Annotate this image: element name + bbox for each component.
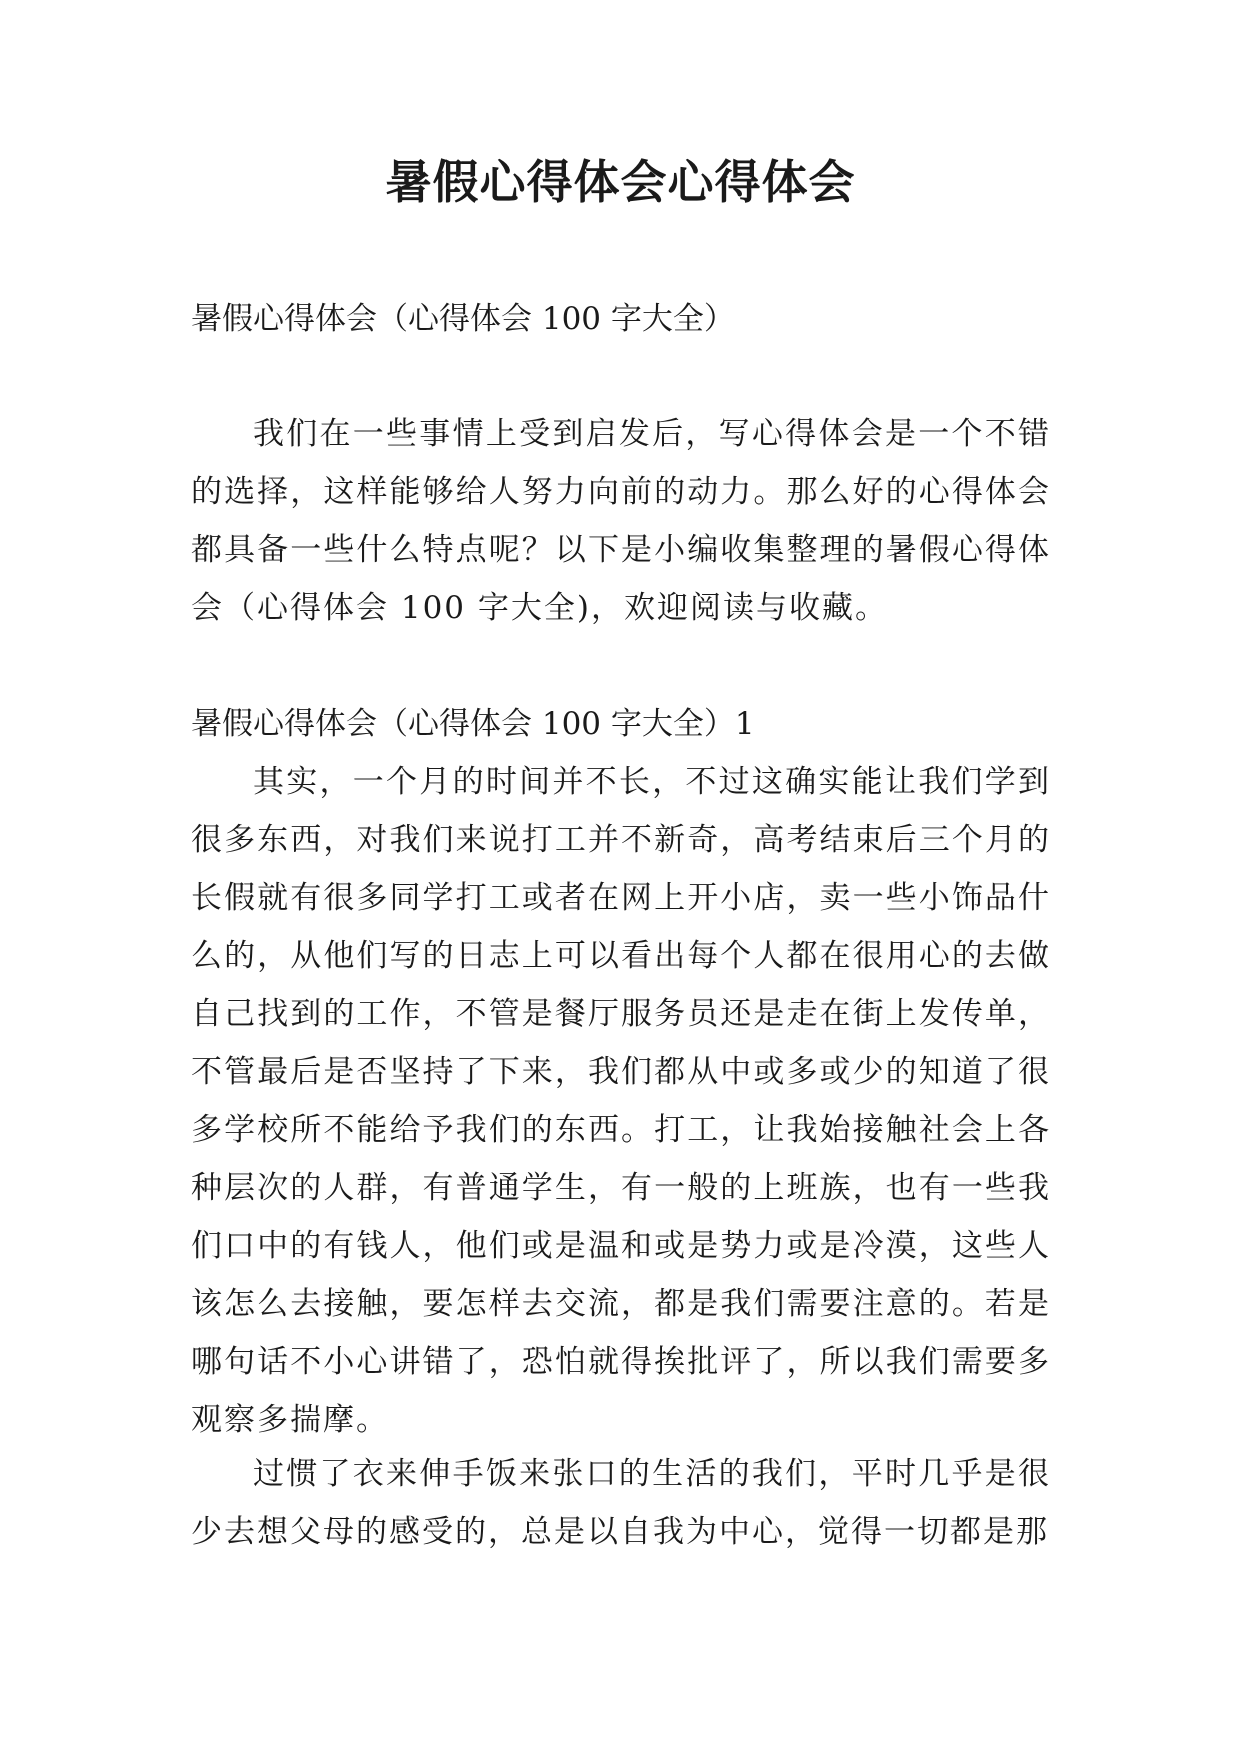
intro-paragraph: 我们在一些事情上受到启发后，写心得体会是一个不错的选择，这样能够给人努力向前的动力。那么好的心得体会都具备一些什么特点呢？以下是小编收集整理的暑假心得体会（心得体会 100 字大全)，欢迎阅读与收藏。 xyxy=(191,416,1051,626)
section-heading: 暑假心得体会（心得体会 100 字大全）1 xyxy=(191,706,755,742)
body-paragraph-2: 过惯了衣来伸手饭来张口的生活的我们，平时几乎是很少去想父母的感受的，总是以自我为中心，觉得一切都是那 xyxy=(191,1456,1051,1550)
document-title: 暑假心得体会心得体会 xyxy=(385,155,856,209)
body-paragraph-1: 其实，一个月的时间并不长，不过这确实能让我们学到很多东西，对我们来说打工并不新奇，高考结束后三个月的长假就有很多同学打工或者在网上开小店，卖一些小饰品什么的，从他们写的日志上可以看出每个人都在很用心的去做自己找到的工作，不管是餐厅服务员还是走在街上发传单，不管最后是否坚持了下来，我们都从中或多或少的知道了很多学校所不能给予我们的东西。打工，让我始接触社会上各种层次的人群，有普通学生，有一般的上班族，也有一些我们口中的有钱人，他们或是温和或是势力或是冷漠，这些人该怎么去接触，要怎样去交流，都是我们需要注意的。若是哪句话不小心讲错了，恐怕就得挨批评了，所以我们需要多观察多揣摩。 xyxy=(191,764,1051,1438)
document-subtitle: 暑假心得体会（心得体会 100 字大全） xyxy=(191,301,735,337)
